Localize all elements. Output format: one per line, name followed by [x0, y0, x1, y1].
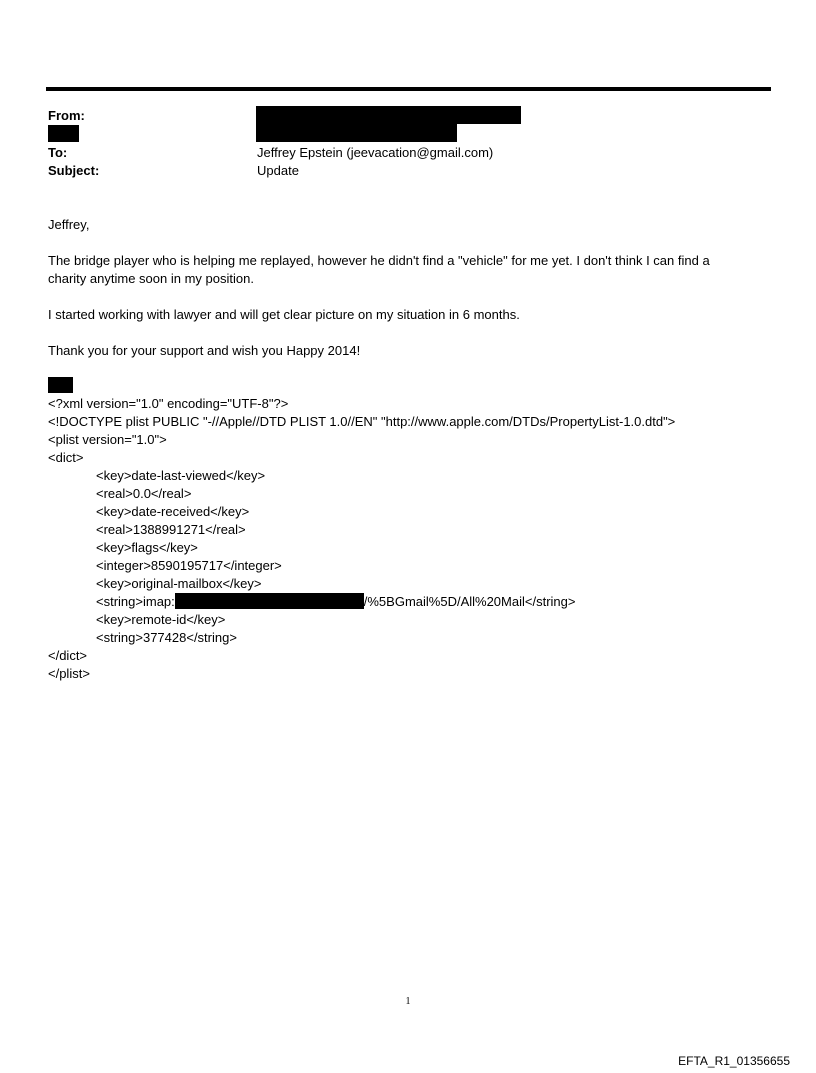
xml-line: <dict> — [48, 450, 84, 465]
page-number: 1 — [405, 996, 411, 1007]
redaction-block — [48, 377, 73, 393]
body-paragraph: I started working with lawyer and will get clear picture on my situation in 6 months. — [48, 307, 520, 322]
xml-line: <key>original-mailbox</key> — [96, 576, 262, 591]
xml-line: <key>date-received</key> — [96, 504, 250, 519]
from-label: From: — [48, 108, 85, 123]
xml-line: <string>377428</string> — [96, 630, 237, 645]
xml-line: <?xml version="1.0" encoding="UTF-8"?> — [48, 396, 289, 411]
body-paragraph: The bridge player who is helping me replayed, however he didn't find a "vehicle" for me yet. I don't think I can find a charity anytime soon in my position. — [48, 253, 710, 286]
to-value: Jeffrey Epstein (jeevacation@gmail.com) — [257, 145, 494, 160]
xml-string-prefix: <string>imap: — [96, 594, 175, 609]
greeting: Jeffrey, — [48, 217, 90, 232]
xml-string-suffix: /%5BGmail%5D/All%20Mail</string> — [363, 594, 576, 609]
document-id: EFTA_R1_01356655 — [678, 1054, 790, 1068]
xml-line: <integer>8590195717</integer> — [96, 558, 282, 573]
to-label: To: — [48, 145, 68, 160]
xml-line: <key>remote-id</key> — [96, 612, 226, 627]
redaction-block — [256, 124, 457, 142]
subject-label: Subject: — [48, 163, 100, 178]
xml-line: <key>flags</key> — [96, 540, 198, 555]
redaction-block — [175, 593, 364, 609]
redaction-block — [48, 125, 79, 142]
xml-line: </plist> — [48, 666, 90, 681]
xml-plist-block — [48, 395, 675, 683]
header-divider — [46, 87, 771, 91]
subject-value: Update — [257, 163, 299, 178]
xml-line — [48, 593, 675, 611]
body-paragraph: Thank you for your support and wish you Happy 2014! — [48, 343, 361, 358]
xml-line: <real>0.0</real> — [96, 486, 192, 501]
xml-line: <key>date-last-viewed</key> — [96, 468, 266, 483]
xml-line: </dict> — [48, 648, 88, 663]
xml-line: <plist version="1.0"> — [48, 432, 167, 447]
xml-line: <real>1388991271</real> — [96, 522, 246, 537]
xml-line: <!DOCTYPE plist PUBLIC "-//Apple//DTD PLIST 1.0//EN" "http://www.apple.com/DTDs/PropertyList-1.0.dtd"> — [48, 414, 676, 429]
redaction-block — [256, 106, 521, 124]
